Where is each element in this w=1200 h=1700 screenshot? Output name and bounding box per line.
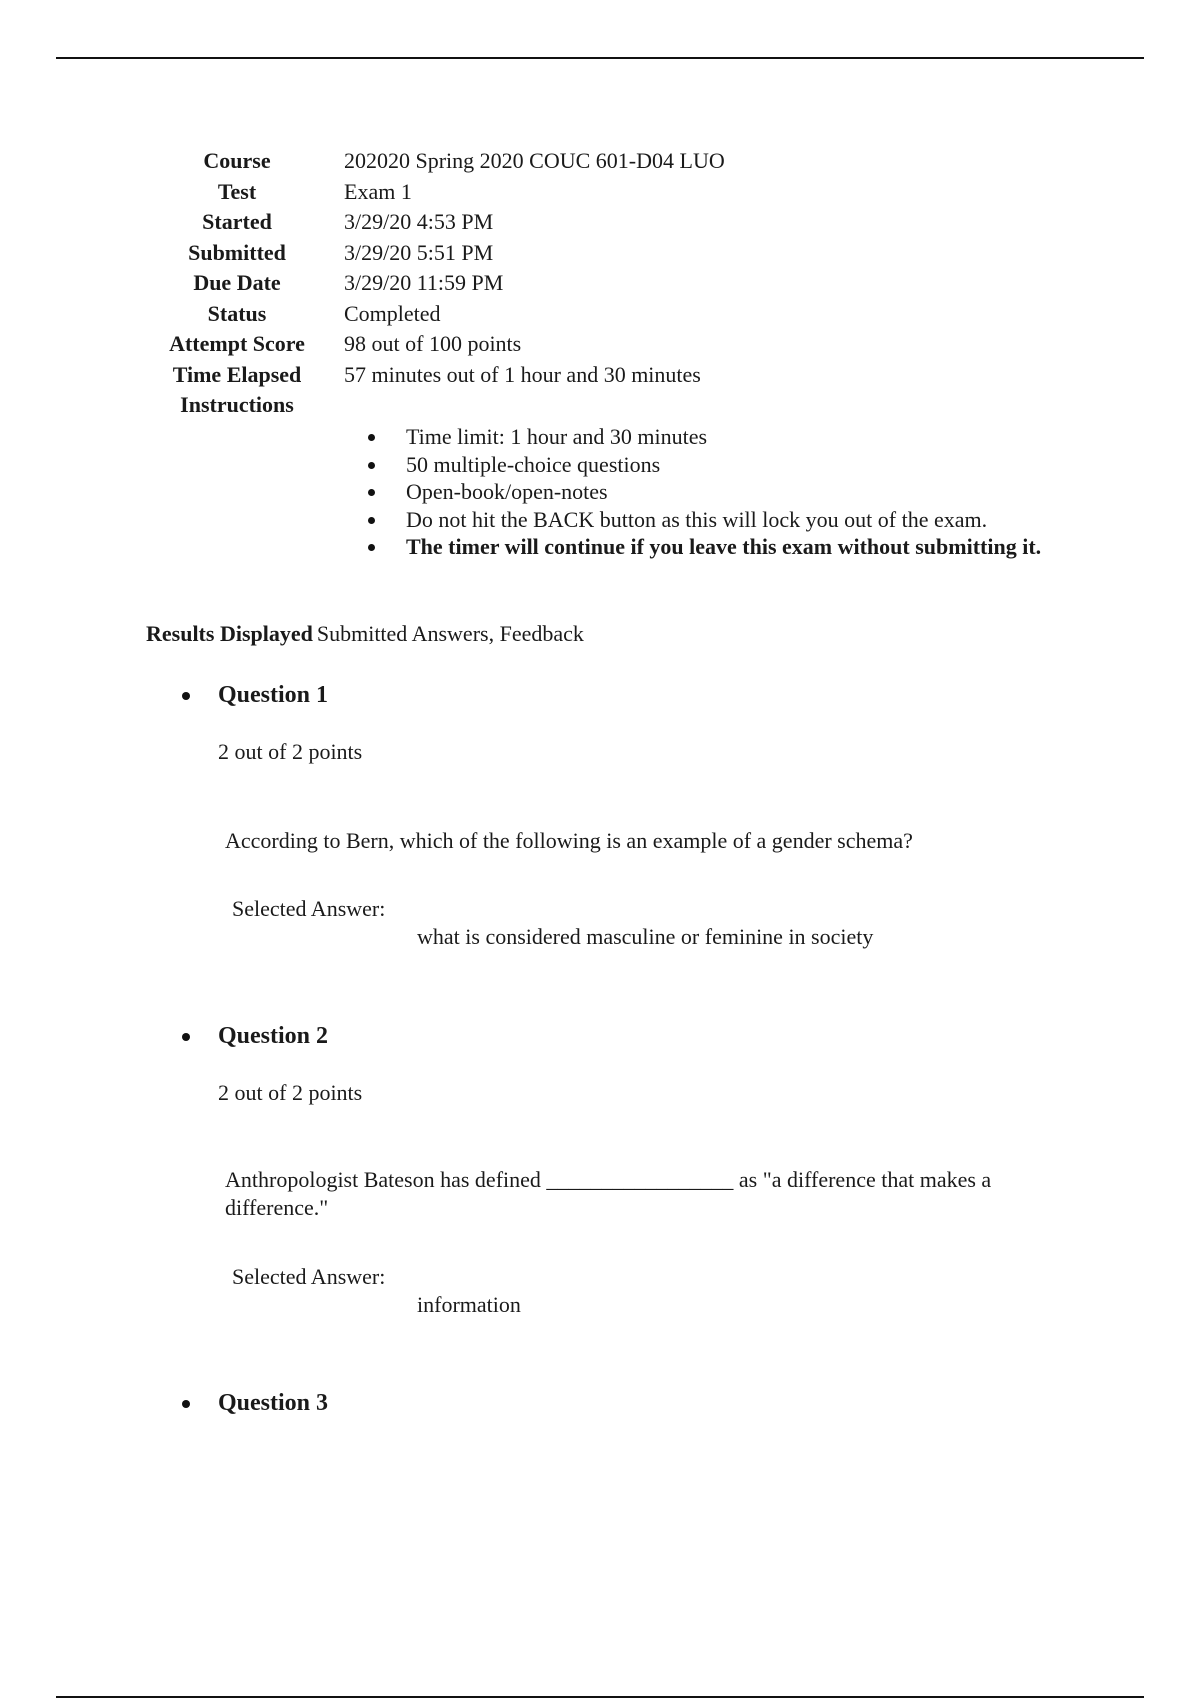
instruction-text: The timer will continue if you leave this exam without submitting it. [406,534,1042,559]
bottom-divider [56,1696,1144,1698]
bullet-icon [368,544,375,551]
summary-label: Time Elapsed [172,361,302,387]
bullet-icon [182,1400,190,1408]
bullet-icon [368,517,375,524]
question-1-selected-label: Selected Answer: [232,896,386,921]
summary-label: Submitted [188,239,286,265]
question-title: Question 3 [218,1390,329,1416]
question-title: Question 1 [218,682,329,708]
summary-value: 202020 Spring 2020 COUC 601-D04 LUO [344,148,725,173]
summary-row-course [140,146,725,177]
question-1-selected-answer: what is considered masculine or feminine in society [417,924,874,949]
summary-label: Test [217,178,257,204]
summary-label: Status [207,300,267,326]
summary-row-test [140,177,725,208]
bullet-icon [368,462,375,469]
question-1-text: According to Bern, which of the following is an example of a gender schema? [225,828,913,853]
question-2-selected-label: Selected Answer: [232,1264,386,1289]
instruction-text: 50 multiple-choice questions [406,451,661,477]
summary-label: Instructions [180,392,294,417]
top-divider [56,57,1144,59]
summary-row-status [140,299,725,330]
question-2-selected-answer: information [417,1292,521,1317]
summary-value: 3/29/20 5:51 PM [344,239,494,265]
summary-label: Started [202,209,272,234]
bullet-icon [368,434,375,441]
instruction-text: Do not hit the BACK button as this will lock you out of the exam. [406,506,988,532]
question-1-heading [180,680,328,710]
summary-row-started [140,207,725,238]
summary-label: Attempt Score [169,331,305,356]
summary-value: Completed [344,300,441,326]
instruction-text: Time limit: 1 hour and 30 minutes [406,424,708,449]
summary-value: 98 out of 100 points [344,331,522,356]
instruction-item-warning [368,533,1088,561]
bullet-icon [182,692,190,700]
summary-row-attempt-score [140,329,725,360]
summary-value: 3/29/20 4:53 PM [344,209,494,234]
instruction-item [368,451,1088,479]
question-2-heading [180,1021,328,1051]
summary-row-submitted [140,238,725,269]
summary-value: Exam 1 [344,178,412,204]
question-2-points: 2 out of 2 points [218,1080,363,1105]
instruction-item [368,506,1088,534]
question-3-heading [180,1388,328,1418]
bullet-icon [182,1033,190,1041]
instruction-item [368,478,1088,506]
question-1-points: 2 out of 2 points [218,739,363,764]
instruction-text: Open-book/open-notes [406,479,608,504]
results-value: Submitted Answers, Feedback [316,621,584,646]
question-2-text: Anthropologist Bateson has defined _________________ as "a difference that makes a difference." [225,1167,992,1220]
question-title: Question 2 [218,1023,329,1049]
test-summary-table [140,146,725,421]
bullet-icon [368,489,375,496]
summary-value: 3/29/20 11:59 PM [344,270,504,295]
summary-label: Course [203,148,271,173]
summary-row-due-date [140,268,725,299]
summary-label: Due Date [193,270,281,295]
summary-row-instructions [140,390,725,421]
results-label: Results Displayed [146,621,313,646]
summary-value: 57 minutes out of 1 hour and 30 minutes [344,361,701,387]
instruction-item [368,423,1088,451]
instructions-list [368,423,1088,561]
summary-row-time-elapsed [140,360,725,391]
results-displayed-row [146,619,584,649]
